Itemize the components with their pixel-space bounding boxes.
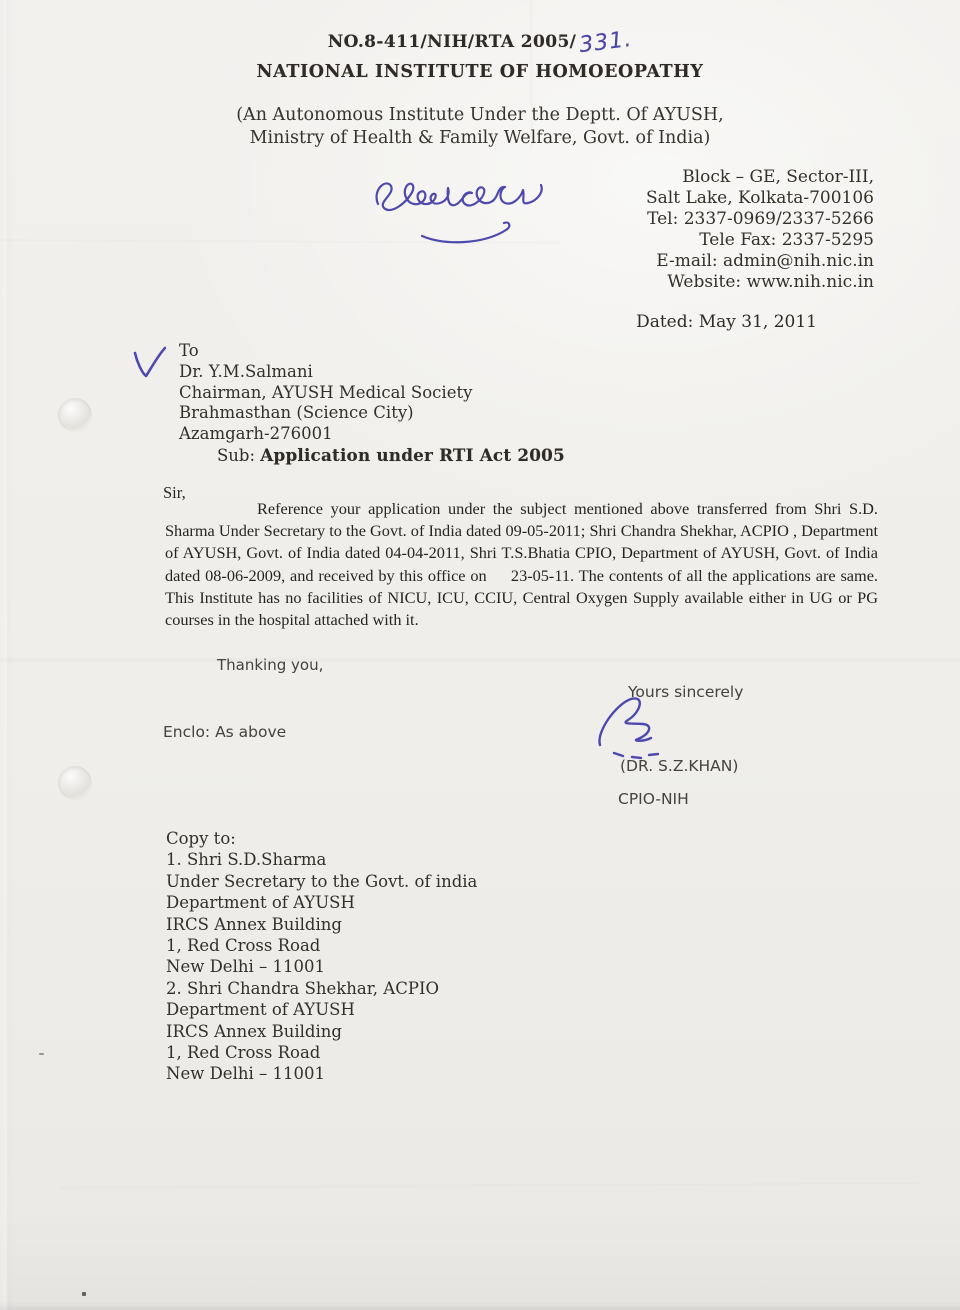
address-line: Website: www.nih.nic.in [667,272,874,292]
reference-number-line [0,26,960,59]
thanking-line: Thanking you, [217,656,324,674]
copy-to-line: 1, Red Cross Road [166,1043,321,1063]
institute-subtitle-line1: (An Autonomous Institute Under the Deptt. Of AYUSH, [236,105,724,125]
copy-to-label: Copy to: [166,829,236,848]
reference-number-printed: NO.8-411/NIH/RTA 2005/ [327,32,577,52]
institute-name: NATIONAL INSTITUTE OF HOMOEOPATHY [256,62,704,82]
address-line: E-mail: admin@nih.nic.in [656,251,874,271]
address-line: Tel: 2337-0969/2337-5266 [647,209,874,229]
copy-to-line: 1, Red Cross Road [166,936,321,956]
salutation: Sir, [163,483,186,502]
copy-to-line: IRCS Annex Building [166,1021,342,1041]
sender-address-block [646,167,874,293]
address-line: Block – GE, Sector-III, [682,167,874,187]
addressee-line: Azamgarh-276001 [179,424,333,444]
copy-to-line: 2. Shri Chandra Shekhar, ACPIO [166,978,439,998]
checkmark-handwriting [132,344,168,382]
paper-speck [39,1053,44,1055]
speed-post-handwriting [356,156,562,248]
addressee-block [179,341,472,445]
addressee-line: Dr. Y.M.Salmani [179,361,313,381]
signatory-name: (DR. S.Z.KHAN) [620,757,739,775]
reference-number-handwritten: 331. [578,26,634,59]
closing-line: Yours sincerely [628,683,744,701]
punch-hole-mark [58,398,92,432]
copy-to-line: 1. Shri S.D.Sharma [166,850,327,870]
date-line: Dated: May 31, 2011 [636,312,817,332]
address-line: Salt Lake, Kolkata-700106 [645,188,874,208]
copy-to-line: Under Secretary to the Govt. of india [166,871,478,891]
address-line: Tele Fax: 2337-5295 [699,230,874,250]
subject-prefix: Sub: [217,446,261,465]
paper-crease [60,1183,920,1189]
institute-subtitle [0,104,960,150]
copy-to-line: New Delhi – 11001 [166,957,325,977]
signature-handwriting [588,690,716,764]
subject-line [217,445,565,465]
body-paragraph: Reference your application under the subject mentioned above transferred from Shri S.D. Sharma Under Secretary to the Govt. of India dated 09-05-2011; Shri Chandra Shekhar, ACPIO , Department of AYUSH, Govt. of India dated 04-04-2011, Shri T.S.Bhatia CPIO, Department of AYUSH, Govt. of India dated 08-06-2009, and received by this office on 23-05-11. The contents of all the applications are same. This Institute has no facilities of NICU, ICU, CCIU, Central Oxygen Supply available either in UG or PG courses in the hospital attached with it. [165,499,878,630]
to-label: To [179,341,199,360]
subject-text: Application under RTI Act 2005 [260,445,565,465]
paper-speck [82,1292,86,1296]
copy-to-line: Department of AYUSH [166,1000,355,1020]
addressee-line: Chairman, AYUSH Medical Society [179,382,473,402]
signatory-title: CPIO-NIH [618,790,689,808]
punch-hole-mark [58,766,92,800]
paper-crease [0,659,960,661]
copy-to-line: New Delhi – 11001 [166,1064,325,1084]
scan-edge-shadow [0,1302,960,1310]
copy-to-line: Department of AYUSH [166,893,355,913]
institute-subtitle-line2: Ministry of Health & Family Welfare, Govt. of India) [249,128,711,148]
copy-to-block [166,828,477,1085]
addressee-line: Brahmasthan (Science City) [179,403,414,423]
copy-to-line: IRCS Annex Building [166,914,342,934]
enclosure-line: Enclo: As above [163,723,287,741]
